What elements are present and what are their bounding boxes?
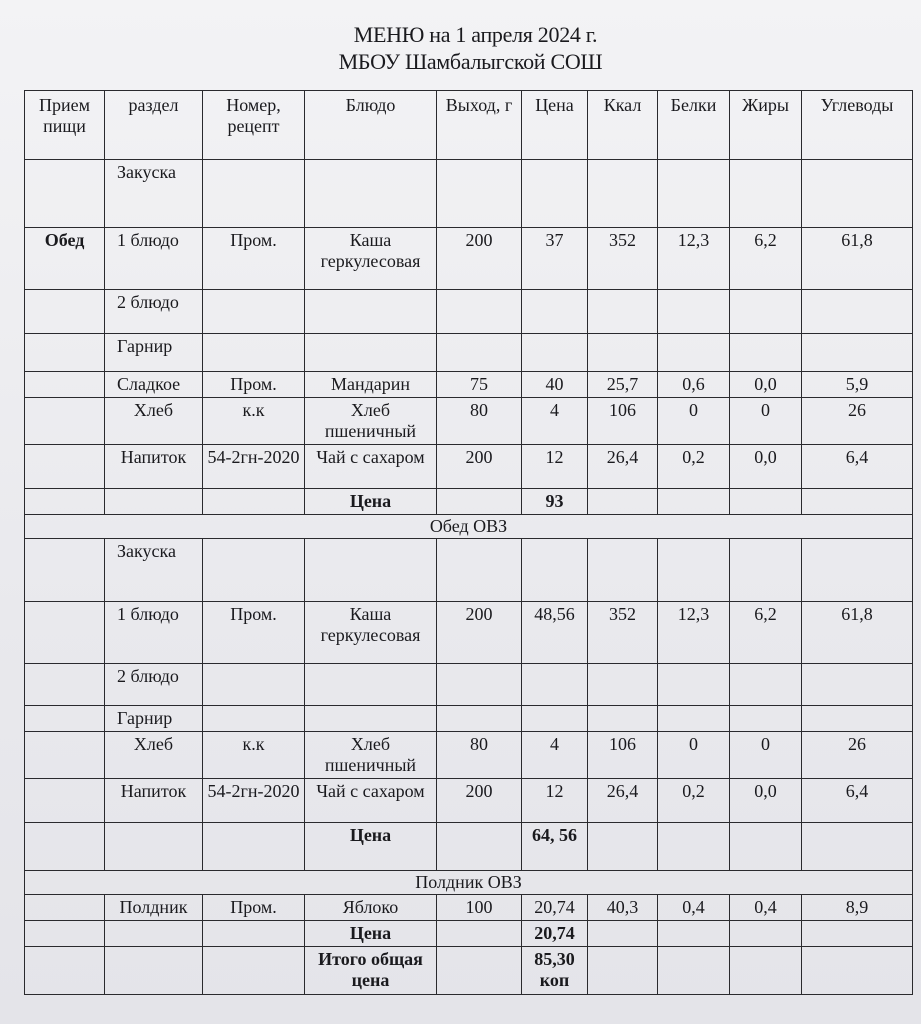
header-recipe: Номер, рецепт	[203, 91, 305, 160]
grand-total-label: Итого общая цена	[305, 947, 437, 995]
school-name: МБОУ Шамбалыгской СОШ	[338, 49, 603, 74]
section-cell: 2 блюдо	[105, 664, 203, 706]
section-heading-row	[25, 871, 913, 895]
header-fat: Жиры	[730, 91, 802, 160]
total-row	[25, 489, 913, 515]
total-label: Цена	[305, 921, 437, 947]
section-cell: Гарнир	[105, 706, 203, 732]
total-value: 64, 56	[522, 823, 588, 871]
header-carbs: Углеводы	[802, 91, 913, 160]
total-value: 20,74	[522, 921, 588, 947]
section-cell: Закуска	[105, 539, 203, 602]
grand-total-value: 85,30 коп	[522, 947, 588, 995]
section-cell: Полдник	[105, 895, 203, 921]
header-meal: Прием пищи	[25, 91, 105, 160]
document-title: МЕНЮ на 1 апреля 2024 г.	[353, 22, 598, 47]
header-row	[25, 91, 913, 160]
section-cell: Гарнир	[105, 334, 203, 372]
section-cell: Напиток	[105, 445, 203, 489]
total-label: Цена	[305, 489, 437, 515]
grand-total-row	[25, 947, 913, 995]
header-price: Цена	[522, 91, 588, 160]
table-row: Хлеб к.к Хлеб пшеничный 80 4 106 0 0 26	[25, 398, 913, 445]
section-heading-row	[25, 515, 913, 539]
header-kcal: Ккал	[588, 91, 658, 160]
section-cell: 2 блюдо	[105, 290, 203, 334]
header-section: раздел	[105, 91, 203, 160]
section-heading: Полдник ОВЗ	[25, 871, 913, 895]
section-cell: Хлеб	[105, 398, 203, 445]
section-cell: 1 блюдо	[105, 602, 203, 664]
table-row: Полдник Пром. Яблоко 100 20,74 40,3 0,4 0,4 8,9	[25, 895, 913, 921]
table-row	[25, 160, 913, 228]
meal-label: Обед	[25, 228, 105, 290]
section-cell: Закуска	[105, 160, 203, 228]
header-dish: Блюдо	[305, 91, 437, 160]
table-row: Напиток 54-2гн-2020 Чай с сахаром 200 12 26,4 0,2 0,0 6,4	[25, 445, 913, 489]
menu-table	[24, 90, 913, 995]
table-row: 1 блюдо Пром. Каша геркулесовая 200 48,56 352 12,3 6,2 61,8	[25, 602, 913, 664]
section-cell: Сладкое	[105, 372, 203, 398]
table-row	[25, 334, 913, 372]
total-label: Цена	[305, 823, 437, 871]
section-cell: Хлеб	[105, 732, 203, 779]
header-protein: Белки	[658, 91, 730, 160]
total-value: 93	[522, 489, 588, 515]
table-row	[25, 706, 913, 732]
total-row	[25, 823, 913, 871]
table-row: Напиток 54-2гн-2020 Чай с сахаром 200 12 26,4 0,2 0,0 6,4	[25, 779, 913, 823]
table-row: Сладкое Пром. Мандарин 75 40 25,7 0,6 0,0 5,9	[25, 372, 913, 398]
table-row: Обед 1 блюдо Пром. Каша геркулесовая 200 37 352 12,3 6,2 61,8	[25, 228, 913, 290]
section-heading: Обед ОВЗ	[25, 515, 913, 539]
table-row	[25, 664, 913, 706]
table-row	[25, 539, 913, 602]
table-row: Хлеб к.к Хлеб пшеничный 80 4 106 0 0 26	[25, 732, 913, 779]
section-cell: 1 блюдо	[105, 228, 203, 290]
section-cell: Напиток	[105, 779, 203, 823]
total-row	[25, 921, 913, 947]
table-row	[25, 290, 913, 334]
header-yield: Выход, г	[437, 91, 522, 160]
